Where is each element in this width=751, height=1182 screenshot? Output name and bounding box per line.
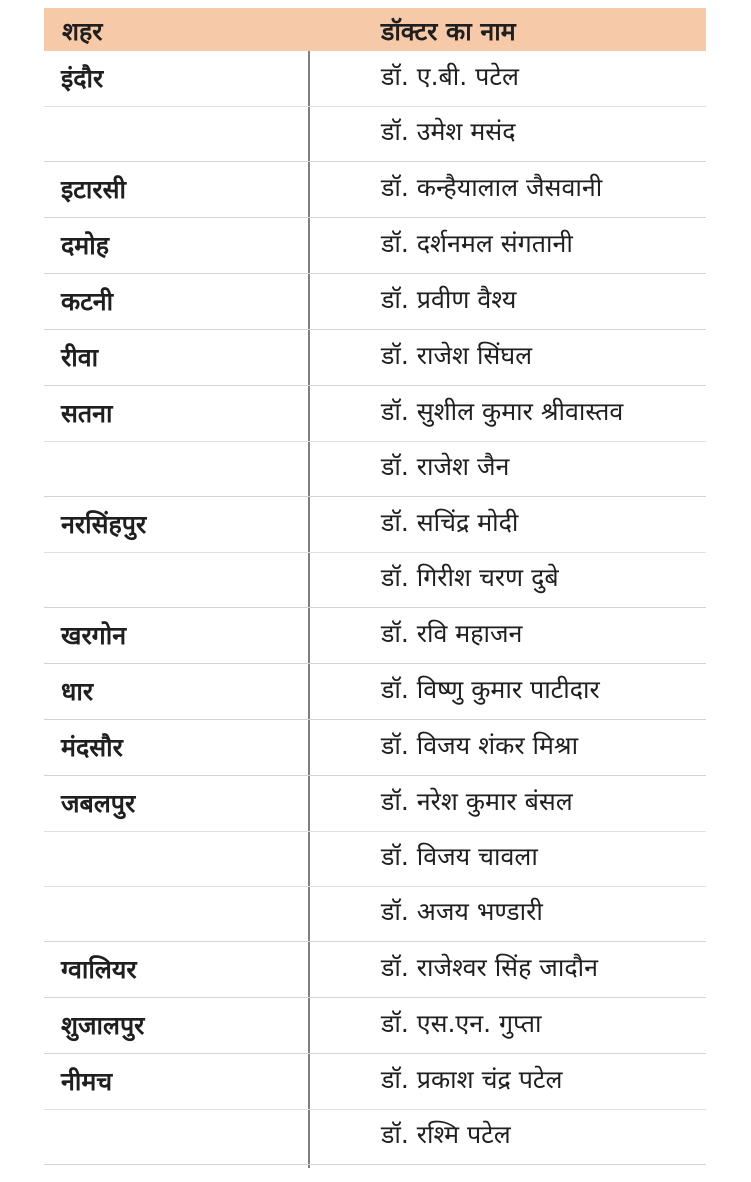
- doctor-row: [44, 552, 706, 607]
- doctor-name: डॉ. नरेश कुमार बंसल: [381, 786, 573, 816]
- city-group: [44, 776, 706, 942]
- doctor-name: डॉ. रश्मि पटेल: [381, 1120, 511, 1149]
- doctor-name: डॉ. ए.बी. पटेल: [381, 61, 519, 91]
- doctor-name: डॉ. सुशील कुमार श्रीवास्तव: [381, 396, 624, 426]
- city-group: [44, 942, 706, 998]
- doctor-row: [44, 886, 706, 941]
- city-name: रीवा: [61, 343, 99, 372]
- city-name: सतना: [61, 399, 113, 428]
- doctor-row: [44, 831, 706, 886]
- city-name: जबलपुर: [61, 789, 136, 818]
- doctor-name: डॉ. प्रकाश चंद्र पटेल: [381, 1064, 563, 1094]
- header-city: शहर: [62, 17, 103, 46]
- doctor-name: डॉ. दर्शनमल संगतानी: [381, 228, 573, 258]
- doctor-row: [44, 386, 706, 441]
- doctor-name: डॉ. राजेश्वर सिंह जादौन: [381, 952, 598, 982]
- doctor-row: [44, 942, 706, 997]
- doctor-row: [44, 776, 706, 831]
- table-body: [44, 51, 706, 1165]
- doctor-name: डॉ. सचिंद्र मोदी: [381, 507, 519, 537]
- city-name: नरसिंहपुर: [61, 510, 147, 539]
- city-group: [44, 608, 706, 664]
- doctor-name: डॉ. राजेश सिंघल: [381, 340, 533, 370]
- city-group: [44, 664, 706, 720]
- doctor-name: डॉ. गिरीश चरण दुबे: [381, 563, 559, 592]
- city-group: [44, 51, 706, 162]
- city-group: [44, 162, 706, 218]
- city-group: [44, 998, 706, 1054]
- doctor-name: डॉ. कन्हैयालाल जैसवानी: [381, 172, 603, 202]
- doctor-name: डॉ. विजय चावला: [381, 842, 538, 871]
- city-name: इंदौर: [61, 64, 104, 93]
- city-name: मंदसौर: [61, 733, 123, 762]
- doctor-row: [44, 162, 706, 217]
- city-name: कटनी: [61, 287, 114, 316]
- doctor-name: डॉ. एस.एन. गुप्ता: [381, 1008, 542, 1038]
- city-group: [44, 386, 706, 497]
- city-group: [44, 1054, 706, 1165]
- city-name: नीमच: [61, 1067, 113, 1096]
- doctor-name: डॉ. विजय शंकर मिश्रा: [381, 730, 579, 760]
- table-header: [44, 8, 706, 51]
- doctor-row: [44, 608, 706, 663]
- doctor-row: [44, 106, 706, 161]
- doctor-row: [44, 51, 706, 106]
- doctor-name: डॉ. विष्णु कुमार पाटीदार: [381, 674, 600, 704]
- doctor-row: [44, 1109, 706, 1164]
- doctor-row: [44, 664, 706, 719]
- doctor-name: डॉ. राजेश जैन: [381, 452, 510, 481]
- doctor-name: डॉ. प्रवीण वैश्य: [381, 284, 517, 314]
- city-doctor-table: [44, 8, 706, 1165]
- doctor-row: [44, 330, 706, 385]
- city-name: खरगोन: [61, 621, 127, 650]
- city-name: दमोह: [61, 231, 109, 260]
- city-group: [44, 218, 706, 274]
- doctor-name: डॉ. अजय भण्डारी: [381, 897, 543, 926]
- doctor-name: डॉ. उमेश मसंद: [381, 117, 516, 146]
- doctor-row: [44, 274, 706, 329]
- city-name: ग्वालियर: [61, 955, 137, 984]
- city-group: [44, 274, 706, 330]
- city-name: इटारसी: [61, 175, 126, 204]
- city-group: [44, 330, 706, 386]
- doctor-row: [44, 441, 706, 496]
- doctor-row: [44, 1054, 706, 1109]
- city-group: [44, 720, 706, 776]
- doctor-row: [44, 218, 706, 273]
- city-name: धार: [61, 677, 94, 706]
- doctor-row: [44, 720, 706, 775]
- doctor-name: डॉ. रवि महाजन: [381, 618, 523, 648]
- city-name: शुजालपुर: [61, 1011, 145, 1040]
- city-group: [44, 497, 706, 608]
- header-doctor-name: डॉक्टर का नाम: [381, 17, 516, 46]
